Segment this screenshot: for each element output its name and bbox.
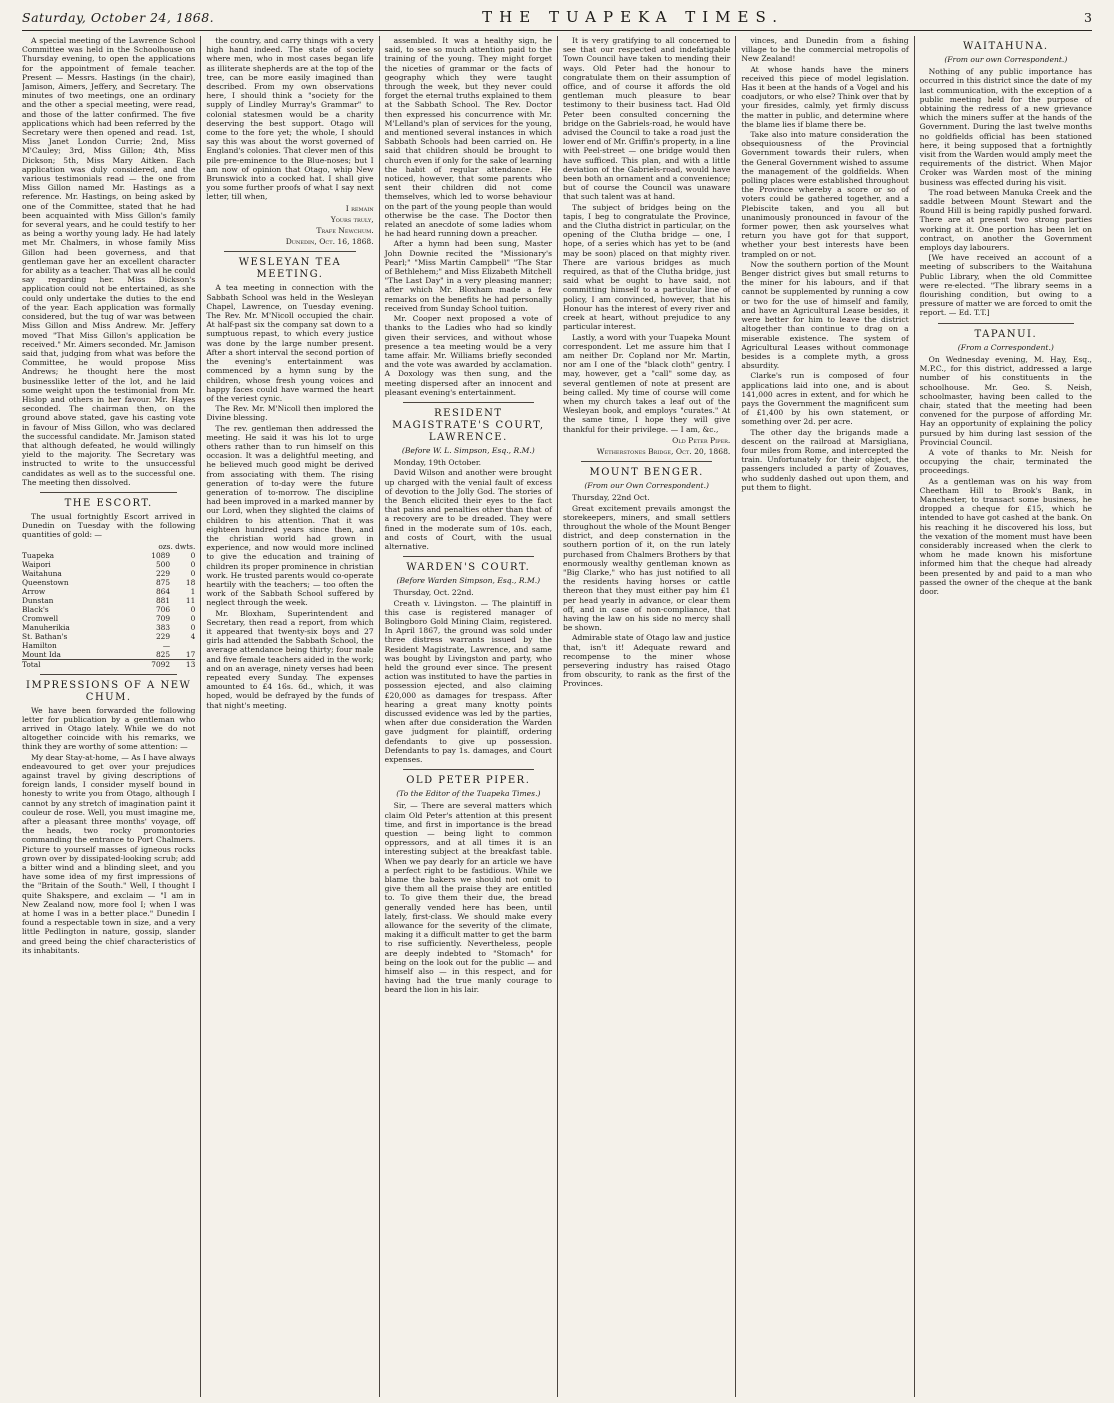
article-byline: (To the Editor of the Tuapeka Times.) [396,789,541,799]
article-paragraph: Mr. Bloxham, Superintendent and Secretary, then read a report, from which it appeared that twenty-six boys and 27 girls had attended the Sabbath School, the average attendance being thirty; four male and five female teachers aided in the work; and on an average, ninety verses had been repeated every Sunday. The expenses amounted to £4 16s. 6d., which, it was hoped, would be defrayed by the funds of that night's meeting. [206,608,374,710]
section-rule [40,674,177,675]
escort-total-dwts: 13 [170,659,195,669]
columns [22,36,1092,1397]
article-headline: WARDEN'S COURT. [406,562,531,574]
dateline: Dunedin, Oct. 16, 1868. [285,237,374,247]
escort-table [22,542,195,669]
escort-place: St. Bathan's [22,631,68,641]
article-byline: (From our own Correspondent.) [944,55,1068,64]
escort-row [22,650,195,660]
article-paragraph: Admirable state of Otago law and justice that, isn't it! Adequate reward and recompense to the miner whose persevering industry has raised Otago from obscurity, to rank as the first of the Provinces. [562,633,731,689]
escort-place: Arrow [22,586,46,596]
section-rule [403,556,534,557]
escort-ozs: 706 [155,604,171,614]
escort-ozs: 229 [155,568,171,578]
column-1 [22,36,200,1397]
column-6 [914,36,1092,1397]
column-2 [200,36,378,1397]
article-paragraph: After a hymn had been sung, Master John Downie recited the "Missionary's Pearl;" "Miss Martin Campbell" "The Star of Bethlehem;" and Miss Elizabeth Mitchell "The Last Day" in a very pleasing manner; after which Mr. Bloxham made a few remarks on the benefits he had personally received from Sunday School tuition. [384,239,552,313]
paper-title: THE TUAPEKA TIMES. [482,8,784,26]
escort-dwts: 1 [190,586,196,596]
article-paragraph: Nothing of any public importance has occurred in this district since the date of my last communication, with the exception of a public meeting held for the purpose of obtaining the redress of a new grievance which the miners suffer at the hands of the Government. During the last twelve months no goldfields official has been stationed here, it being supposed that a fortnightly visit from the Warden would amply meet the requirements of the district. When Major Croker was Warden most of the mining business was effected during his visit. [919,67,1092,187]
escort-place: Waitahuna [22,568,62,578]
escort-row [22,623,195,632]
article-paragraph: A tea meeting in connection with the Sabbath School was held in the Wesleyan Chapel, Lawrence, on Tuesday evening. The Rev. Mr. M'Nicoll occupied the chair. At half-past six the company sat down to a sumptuous repast, to which every justice was done by the large number present. After a short interval the second portion of the evening's entertainment was commenced by a hymn sung by the children, whose fresh young voices and happy faces could have warmed the heart of the veriest cynic. [206,283,374,403]
article-paragraph: As a gentleman was on his way from Cheetham Hill to Brook's Bank, in Manchester, to transact some business, he dropped a cheque for £15, which he intended to have got cashed at the bank. On his reaching it he discovered his loss, but the vexation of the moment must have been considerably increased when the clerk to whom he made known his misfortune informed him that the cheque had already been presented by and paid to a man who passed the owner of the cheque at the bank door. [919,476,1092,596]
article-paragraph: We have been forwarded the following letter for publication by a gentleman who arrived in Otago lately. While we do not altogether coincide with his remarks, we think they are worthy of some attention: — [22,705,196,752]
article-paragraph: [We have received an account of a meeting of subscribers to the Waitahuna Public Library, when the old Committee were re-elected. "The library seems in a flourishing condition, but owing to a pressure of matter we are forced to omit the report. — Ed. T.T.] [919,253,1092,318]
escort-dwts: 0 [190,550,196,560]
article-byline: (From a Correspondent.) [957,342,1054,352]
article-paragraph: Clarke's run is composed of four applications laid into one, and is about 141,000 acres in extent, and for which he pays the Government the magnificent sum of £1,400 by his own statement, or something over 2d. per acre. [741,371,909,427]
article-paragraph: The usual fortnightly Escort arrived in Dunedin on Tuesday with the following quantities of gold: — [22,511,196,540]
escort-dwts: 0 [190,613,196,623]
escort-ozs: 383 [155,622,171,632]
escort-dwts: 0 [190,604,196,614]
escort-row [22,596,195,605]
article-paragraph: At whose hands have the miners received this piece of model legislation. Has it been at the hands of a Vogel and his coadjutors, or who else? Think over that by your firesides, calmly, yet firmly discuss the matter in public, and determine where the blame lies if blame there be. [741,64,909,129]
escort-ozs: 881 [155,595,171,605]
article-paragraph: My dear Stay-at-home, — As I have always endeavoured to get over your prejudices against travel by giving descriptions of foreign lands, I consider myself bound in honesty to write you from Otago, although I cannot by any stretch of imagination paint it couleur de rose. Well, you must imagine me, after a pleasant three months' voyage, off the heads, two rocky promontories commanding the entrance to Port Chalmers. Picture to yourself masses of igneous rocks grown over by dissipated-looking scrub; add a bitter wind and a blinding sleet, and you have some idea of my first impressions of the "Britain of the South." Well, I thought I quite Shakspere, and exclaim — "I am in New Zealand now, more fool I; when I was at home I was in a better place." Dunedin I found a respectable town in size, and a very little Pedlington in nature, gossip, slander and greed being the chief characteristics of its inhabitants. [22,752,196,955]
escort-place: Manuherikia [22,622,70,632]
article-paragraph: The subject of bridges being on the tapis, I beg to congratulate the Province, and the Clutha district in particular, on the opening of the Clutha bridge — one, I hope, of a series which has yet to be (and may be soon) placed on that mighty river. There are various bridges as much required, as that of the Clutha bridge, just said what be ought to have said, not committing himself to a particular line of policy, I am convinced, however, that his Honour has the interest of every river and creek at heart, without prejudice to any particular interest. [562,202,731,332]
escort-place: Dunstan [22,595,54,605]
signature-line: Yours truly, [330,214,374,224]
article-paragraph: Thursday, Oct. 22nd. [393,588,474,598]
section-rule [403,402,534,403]
escort-header-blank [22,542,120,551]
signature-line: Trafe Newchum. [316,226,374,236]
article-headline: IMPRESSIONS OF A NEW CHUM. [26,679,192,703]
article-paragraph: assembled. It was a healthy sign, he said, to see so much attention paid to the training of the young. They might forget the niceties of grammar or the facts of geography which they were taught through the week, but they never could forget the eternal truths explained to them at the Sabbath School. The Rev. Doctor then expressed his concurrence with Mr. M'Lelland's plan of services for the young, and mentioned several instances in which Sabbath Schools had been carried on. He said that children should be brought to church even if only for the sake of learning the habit of regular attendance. He noticed, however, that some parents who sent their children did not come themselves, which led to worse behaviour on the part of the young people than would otherwise be the case. The Doctor then related an anecdote of some ladies whom he had heard running down a preacher. [384,36,552,239]
escort-dwts: 11 [185,595,196,605]
article-headline: TAPANUI. [974,328,1038,340]
article-byline: (From our Own Correspondent.) [584,481,709,491]
escort-dwts: 0 [190,568,196,578]
escort-dwts: 18 [185,577,196,587]
signature: Old Peter Piper. [672,435,731,445]
escort-place: Black's [22,604,49,614]
article-paragraph: the country, and carry things with a very high hand indeed. The state of society where men, who in most cases began life as illiterate shepherds are at the top of the tree, can be more easily imagined than described. From my own observations here, I should think a "society for the supply of Lindley Murray's Grammar" to colonial statesmen would be a charity deserving the best support. Otago will come to the fore yet; the whole, I should say this was about the worst governed of England's colonies. That clever men of this pile pre-eminence to the Blue-noses; but I am now of opinion that Otago, whip New Brunswick into a cocked hat. I shall give you some further proofs of what I say next letter, till when, [206,36,374,202]
escort-place: Queenstown [22,577,69,587]
article-paragraph: Lastly, a word with your Tuapeka Mount correspondent. Let me assure him that I am neither Dr. Copland nor Mr. Martin, nor am I one of the "black cloth" gentry. I may, however, get a "call" some day, as several gentlemen of note at present are being called. My time of course will come when my church takes a leaf out of the Wesleyan book, and employs "curates." At the same time, I hope they will give thankful for their privilege. — I am, &c., [562,332,731,434]
signature-line: I remain [345,203,374,213]
escort-dwts [170,641,195,650]
section-rule [224,251,355,252]
escort-place: Waipori [22,559,51,569]
section-rule [938,323,1074,324]
masthead [22,8,1092,31]
escort-place: Mount Ida [22,649,61,659]
article-headline: OLD PETER PIPER. [406,775,531,787]
escort-row [22,605,195,614]
article-paragraph: Now the southern portion of the Mount Benger district gives but small returns to the miner for his labours, and if that cannot be supplemented by running a cow or two for the use of himself and family, and have an Agricultural Lease besides, it were better for him to leave the district altogether than continue to drag on a miserable existence. The system of Agricultural Leases without commonage besides is a complete myth, a gross absurdity. [741,259,909,371]
dateline: Wetherstones Bridge, Oct. 20, 1868. [596,446,731,456]
article-paragraph: It is very gratifying to all concerned to see that our respected and indefatigable Town Council have taken to mending their ways. Old Peter had the honour to congratulate them on their assumption of office, and of course it affords the old gentleman much pleasure to bear testimony to their business tact. Had Old Peter been consulted concerning the bridge on the Gabriels-road, he would have advised the Council to take a road just the lower end of Mr. Griffin's property, in a line with Peel-street — one bridge would then have sufficed. This plan, and with a little deviation of the Gabriels-road, would have been both an ornament and a convenience; but of course the Council was unaware that such talent was at hand. [562,36,731,202]
section-rule [581,461,712,462]
article-paragraph: On Wednesday evening, M. Hay, Esq., M.P.C., for this district, addressed a large number of his constituents in the schoolhouse. Mr. Geo. S. Neish, schoolmaster, having been called to the chair, stated that the meeting had been convened for the purpose of affording Mr. Hay an opportunity of explaining the policy pursued by him during last session of the Provincial Council. [919,354,1092,447]
escort-row [22,560,195,569]
escort-total-row [22,659,195,669]
article-paragraph: The rev. gentleman then addressed the meeting. He said it was his lot to urge others rather than to run himself on this occasion. It was a delightful meeting, and he believed much good might be derived from associating with them. The rising generation of to-day were the future generation of to-morrow. The discipline had been improved in a marked manner by our Lord, when they slighted the claims of children to his attention. That it was eighteen hundred years since then, and the christian world had grown in experience, and now would more inclined to give the education and training of children its proper prominence in christian work. He trusted parents would co-operate heartily with the teachers; — too often the work of the Sabbath School suffered by neglect through the week. [206,423,374,608]
article-paragraph: vinces, and Dunedin from a fishing village to be the commercial metropolis of New Zealand! [741,36,909,64]
escort-ozs: 709 [155,613,171,623]
escort-ozs: 500 [155,559,171,569]
article-paragraph: A special meeting of the Lawrence School Committee was held in the Schoolhouse on Thursday evening, to open the applications for the appointment of female teacher. Present — Messrs. Hastings (in the chair), Jamison, Aimers, Jeffery, and Secretary. The minutes of two meetings, one an ordinary and the other a special meeting, were read, and those of the latter confirmed. The five applications which had been referred by the Secretary were then opened and read. 1st, Miss Janet London Currie; 2nd, Miss M'Cauley; 3rd, Miss Gillon; 4th, Miss Dickson; 5th, Miss Mary Aitken. Each application was duly considered, and the various testimonials read — the one from Miss Gillon named Mr. Hastings as a reference. Mr. Hastings, on being asked by one of the Committee, stated that he had been acquainted with Miss Gillon's family for several years, and he could testify to her as being a worthy young lady. He had lately met Mr. Chalmers, in whose family Miss Gillon had been governess, and that gentleman gave her an excellent character for ability as a teacher. That was all he could say regarding her. Miss Dickson's application could not be entertained, as she could only undertake the duties to the end of the year. Each application was formally considered, but the tug of war was between Miss Gillon and Miss Andrew. Mr. Jeffery moved "That Miss Gillon's application be received." Mr. Aimers seconded. Mr. Jamison said that, judging from what was before the Committee, he would propose Miss Andrews; he thought here the most businesslike letter of the lot, and he laid some weight upon the testimonial from Mr. Hislop and others in her favour. Mr. Hayes seconded. The chairman then, on the ground above stated, gave his casting vote in favour of Miss Gillon, who was declared the successful candidate. Mr. Jamison stated that although defeated, he would willingly yield to the majority. The Secretary was instructed to write to the unsuccessful candidates as well as to the successful one. The meeting then dissolved. [22,36,196,487]
article-byline: (Before W. L. Simpson, Esq., R.M.) [401,445,535,455]
article-paragraph: Great excitement prevails amongst the storekeepers, miners, and small settlers throughout the whole of the Mount Benger district, and deep consternation in the southern portion of it, on the run lately purchased from Chalmers Brothers by that enormously wealthy gentleman known as "Big Clarke," who has just notified to all the residents having horses or cattle thereon that they must either pay him £1 per head yearly in advance, or clear them off, and in case of non-compliance, that having the law on his side no mercy shall be shown. [562,503,731,633]
escort-ozs: 864 [155,586,171,596]
column-4 [557,36,735,1397]
article-paragraph: Creath v. Livingston. — The plaintiff in this case is registered manager of Bolingboro Gold Mining Claim, registered. In April 1867, the ground was sold under three distress warrants issued by the Resident Magistrate, Lawrence, and same was bought by Livingston and party, who held the ground ever since. The present action was instituted to have the parties in possession ejected, and also claiming £20,000 as damages for trespass. After hearing a great many knotty points discussed evidence was led by the parties, when after due consideration the Warden gave judgment for plaintiff, ordering defendants to give up possession. Defendants to pay 1s. damages, and Court expenses. [384,598,552,765]
escort-dwts: 0 [190,622,196,632]
escort-row [22,569,195,578]
escort-row [22,641,195,650]
section-rule [40,492,177,493]
section-rule [403,769,534,770]
column-3 [379,36,557,1397]
escort-dwts: 0 [190,559,196,569]
escort-ozs: — [162,640,171,650]
article-paragraph: Thursday, 22nd Oct. [571,493,650,503]
escort-ozs: 875 [155,577,171,587]
escort-row [22,614,195,623]
issue-date: Saturday, October 24, 1868. [22,10,215,25]
escort-ozs: 825 [155,649,171,659]
article-headline: WAITAHUNA. [963,41,1049,52]
article-paragraph: The road between Manuka Creek and the saddle between Mount Stewart and the Round Hill is being rapidly pushed forward. There are at present two strong parties working at it. One portion has been let on contract, on another the Government employs day labourers. [919,187,1092,253]
escort-row [22,632,195,641]
escort-place: Tuapeka [22,550,55,560]
escort-unit-label: ozs. dwts. [158,541,196,551]
article-paragraph: Take also into mature consideration the obsequiousness of the Provincial Government towards their rulers, when the General Government wished to assume the management of the goldfields. When polling places were established throughout the Province whereby a score or so of voters could be gathered together, and a Plebiscite taken, and you all but unanimously pronounced in favour of the former power, then ask yourselves what return you have got for that support, whether your best interests have been trampled on or not. [741,130,909,259]
escort-row [22,551,195,560]
article-paragraph: Mr. Cooper next proposed a vote of thanks to the Ladies who had so kindly given their services, and without whose presence a tea meeting would be a very tame affair. Mr. Williams briefly seconded and the vote was awarded by acclamation. A Doxology was then sung, and the meeting dispersed after an innocent and pleasant evening's entertainment. [384,314,552,397]
escort-place: Hamilton [22,640,57,650]
column-5 [735,36,913,1397]
article-headline: RESIDENT MAGISTRATE'S COURT, LAWRENCE. [392,407,545,443]
article-headline: THE ESCORT. [64,497,153,509]
article-paragraph: David Wilson and another were brought up charged with the venial fault of excess of devotion to the Jolly God. The stories of the Bench elicited their eyes to the fact that pains and penalties other than that of a recovery are to be dreaded. They were fined in the moderate sum of 10s. each, and costs of Court, with the usual alternative. [384,468,552,551]
escort-row [22,578,195,587]
escort-ozs: 1089 [151,550,171,560]
escort-total-ozs: 7092 [120,659,170,669]
escort-dwts: 17 [185,649,196,659]
escort-ozs: 229 [155,631,171,641]
escort-header-row [22,542,195,551]
article-paragraph: The other day the brigands made a descent on the railroad at Marsigliana, four miles from Rome, and intercepted the train. Unfortunately for their object, the passengers included a party of Zouaves, who suddenly dashed out upon them, and put them to flight. [741,427,909,492]
escort-dwts: 4 [190,631,196,641]
article-paragraph: The Rev. Mr. M'Nicoll then implored the Divine blessing. [206,404,374,423]
escort-place: Cromwell [22,613,59,623]
article-paragraph: Monday, 19th October. [393,458,482,468]
article-byline: (Before Warden Simpson, Esq., R.M.) [396,576,541,586]
escort-row [22,587,195,596]
article-paragraph: Sir, — There are several matters which claim Old Peter's attention at this present time, and first in importance is the bread question — being light to common oppressors, and at all times it is an interesting subject at the breakfast table. When we pay dearly for an article we have a perfect right to be fastidious. While we blame the bakers we should not omit to give them all the praise they are entitled to. To give them their due, the bread generally vended here has been, until lately, first-class. We should make every allowance for the severity of the climate, making it a difficult matter to get the barm to rise sufficiently. Nevertheless, people are deeply indebted to "Stomach" for being on the look out for the public — and himself also — in this respect, and for having had the true manly courage to beard the lion in his lair. [384,801,552,995]
article-paragraph: A vote of thanks to Mr. Neish for occupying the chair, terminated the proceedings. [919,447,1092,476]
article-headline: MOUNT BENGER. [589,467,704,479]
page-number: 3 [1084,10,1092,25]
escort-total-label: Total [22,659,120,669]
article-headline: WESLEYAN TEA MEETING. [238,257,342,281]
